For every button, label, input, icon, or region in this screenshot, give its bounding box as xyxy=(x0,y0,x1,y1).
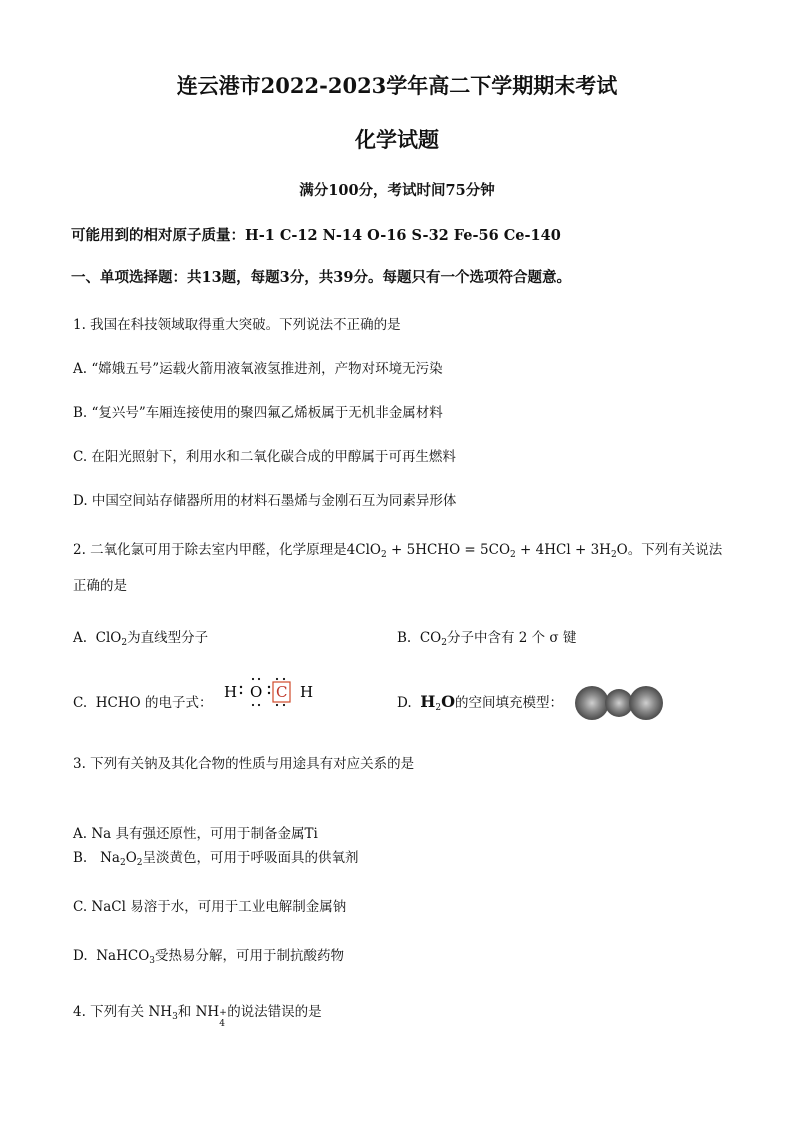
formula-sub: 2 xyxy=(121,638,128,648)
section-heading: 一、单项选择题：共13题，每题3分，共39分。每题只有一个选项符合题意。 xyxy=(71,269,571,286)
q3-stem: 3. 下列有关钠及其化合物的性质与用途具有对应关系的是 xyxy=(73,756,415,772)
eq-clo2: 4ClO xyxy=(346,542,381,558)
option-label: B. xyxy=(397,630,412,646)
q2-option-c xyxy=(73,691,212,711)
formula-sub: 3 xyxy=(172,1012,178,1022)
h-atom-ball xyxy=(629,686,663,720)
formula: NH xyxy=(195,1004,220,1020)
h2o-space-filling-model xyxy=(575,685,665,721)
formula: ClO xyxy=(95,630,122,646)
q4-stem xyxy=(73,1000,322,1029)
formula-sub: 2 xyxy=(119,858,126,868)
formula-sub: 2 xyxy=(441,638,447,648)
option-text: 的空间填充模型： xyxy=(455,695,564,711)
option-label: D. xyxy=(397,695,412,711)
eq-sub: 2 xyxy=(610,550,617,560)
formula-sub: 2 xyxy=(136,858,143,868)
atom-c: C xyxy=(276,683,288,701)
atom-h: H xyxy=(224,683,238,701)
option-label: D. xyxy=(73,948,88,964)
formula: NaHCO xyxy=(96,948,150,964)
q4-stem-pre: 4. 下列有关 xyxy=(73,1004,145,1020)
atom-h: H xyxy=(300,683,314,701)
q2-stem-post: 。下列有关说法 xyxy=(627,542,723,558)
formula: H xyxy=(420,692,436,711)
q3-option-b xyxy=(73,846,359,868)
q1-option-d: D. 中国空间站存储器所用的材料石墨烯与金刚石互为同素异形体 xyxy=(73,493,457,509)
option-text: 呈淡黄色，可用于呼吸面具的供氧剂 xyxy=(142,850,359,866)
eq-mid2: + 4HCl + 3H xyxy=(515,542,611,558)
formula: CO xyxy=(419,630,442,646)
q2-option-d xyxy=(397,691,563,713)
q2-equation xyxy=(347,542,628,558)
score-time: 满分100分，考试时间75分钟 xyxy=(299,182,495,199)
subject-title: 化学试题 xyxy=(355,127,439,152)
hcho-electron-formula xyxy=(222,674,322,710)
exam-title: 连云港市2022-2023学年高二下学期期末考试 xyxy=(176,73,618,98)
option-text: 分子中含有 2 个 σ 键 xyxy=(446,630,577,646)
option-label: A. xyxy=(73,630,88,646)
option-text: 为直线型分子 xyxy=(127,630,209,646)
q4-stem-post: 的说法错误的是 xyxy=(227,1004,322,1020)
eq-sub: 2 xyxy=(380,550,387,560)
formula: NH xyxy=(148,1004,173,1020)
formula-sub: 3 xyxy=(149,956,155,966)
h-atom-ball xyxy=(575,686,609,720)
conjunction: 和 xyxy=(177,1004,192,1020)
option-text: HCHO 的电子式： xyxy=(95,695,213,711)
q3-option-c: C. NaCl 易溶于水，可用于工业电解制金属钠 xyxy=(73,899,347,915)
q1-option-b: B. “复兴号”车厢连接使用的聚四氟乙烯板属于无机非金属材料 xyxy=(73,405,443,421)
q3-option-d xyxy=(73,944,344,966)
eq-mid1: + 5HCHO = 5CO xyxy=(386,542,511,558)
q2-option-a xyxy=(73,626,208,648)
formula-sup: + xyxy=(219,1008,227,1018)
atomic-masses: 可能用到的相对原子质量：H-1 C-12 N-14 O-16 S-32 Fe-56 Ce-140 xyxy=(71,227,561,244)
q2-stem xyxy=(73,538,722,560)
q1-stem: 1. 我国在科技领域取得重大突破。下列说法不正确的是 xyxy=(73,317,401,333)
q3-option-a: A. Na 具有强还原性，可用于制备金属Ti xyxy=(73,826,318,842)
atom-o: O xyxy=(250,683,263,701)
formula: Na xyxy=(100,850,120,866)
option-text: 受热易分解，可用于制抗酸药物 xyxy=(155,948,344,964)
eq-sub: 2 xyxy=(510,550,516,560)
formula: O xyxy=(441,692,456,711)
q2-stem-line2: 正确的是 xyxy=(73,578,127,594)
option-label: C. xyxy=(73,695,88,711)
q2-option-b xyxy=(397,626,576,648)
q1-option-c: C. 在阳光照射下，利用水和二氧化碳合成的甲醇属于可再生燃料 xyxy=(73,449,456,465)
formula-sub: 4 xyxy=(219,1019,225,1029)
q2-stem-pre: 2. 二氧化氯可用于除去室内甲醛，化学原理是 xyxy=(73,542,347,558)
q1-option-a: A. “嫦娥五号”运载火箭用液氧液氢推进剂，产物对环境无污染 xyxy=(73,361,443,377)
eq-end: O xyxy=(616,542,628,558)
formula: O xyxy=(125,850,137,866)
option-label: B. xyxy=(73,850,88,866)
formula-sub: 2 xyxy=(435,703,442,713)
